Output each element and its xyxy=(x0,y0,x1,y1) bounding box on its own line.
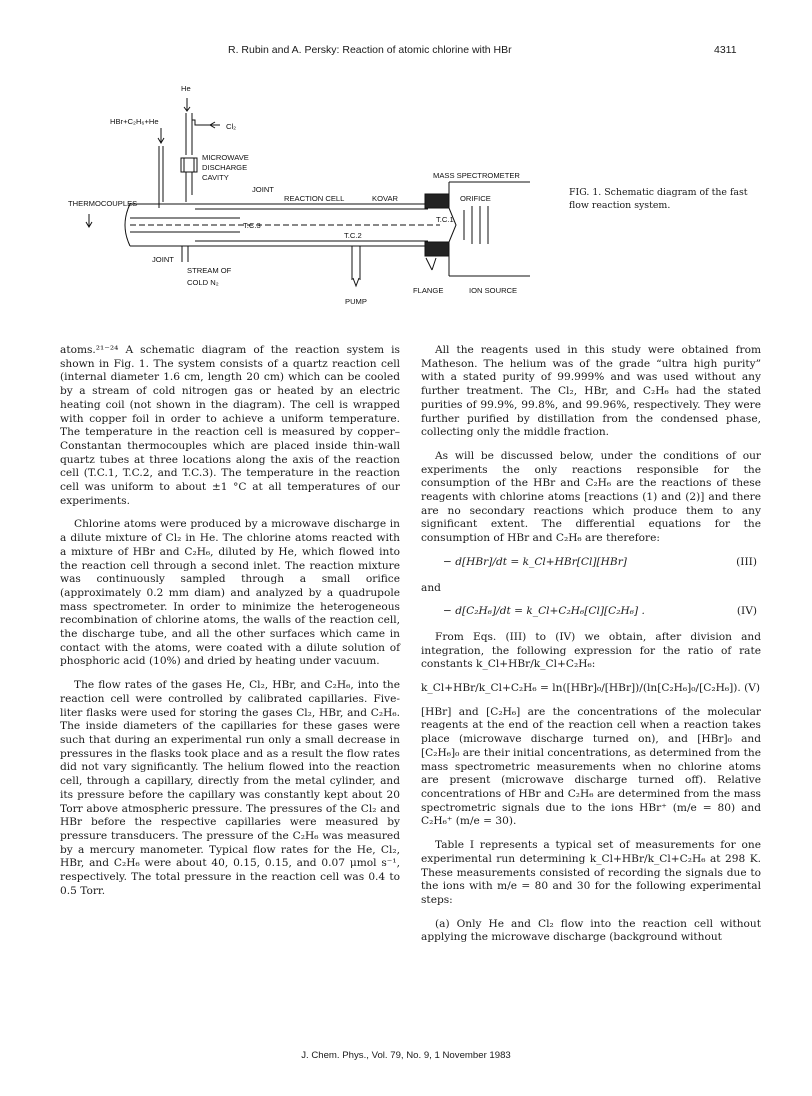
label-microwave-2: DISCHARGE xyxy=(202,163,248,172)
label-ion-source: ION SOURCE xyxy=(469,286,518,295)
pump-line xyxy=(352,246,360,280)
right-column xyxy=(421,344,761,955)
label-tc2: T.C.2 xyxy=(344,231,362,240)
label-tc3: T.C.3 xyxy=(243,221,261,230)
cold-n2-inlet xyxy=(182,246,188,262)
page-number: 4311 xyxy=(714,44,737,56)
paragraph: All the reagents used in this study were obtained from Matheson. The helium was of the grade “ultra high purity” with a stated purity of 99.999% and was used without any further treatment. The Cl₂, HBr, and C₂H₆ had the stated purities of 99.9%, 99.8%, and 99.96%, respectively. They were further purified by distillation from the condensed phase, collecting only the middle fraction. xyxy=(421,344,761,439)
equation-number: (IV) xyxy=(736,605,757,618)
discharge-tube xyxy=(186,113,192,155)
paragraph: Chlorine atoms were produced by a microwave discharge in a dilute mixture of Cl₂ in He. The chlorine atoms reacted with a mixture of HBr and C₂H₆, diluted by He, which flowed into the reaction cell through a second inlet. The reaction mixture was continuously sampled through a small orifice (approximately 0.2 mm diam) and analyzed by a quadrupole mass spectrometer. In order to minimize the heterogeneous recombination of chlorine atoms, the walls of the reaction cell, the discharge tube, and all the other surfaces which came in contact with the atoms, were coated with a dilute solution of phosphoric acid (10%) and dried by heating under vacuum. xyxy=(60,518,400,668)
ion-source-lenses xyxy=(464,206,488,244)
equation-body: − d[C₂H₆]/dt = k_Cl+C₂H₆[Cl][C₂H₆] . xyxy=(443,605,645,618)
equation-v: k_Cl+HBr/k_Cl+C₂H₆ = ln([HBr]₀/[HBr])/(ln[C₂H₆]₀/[C₂H₆]). (V) xyxy=(421,682,760,695)
label-mass-spectrometer: MASS SPECTROMETER xyxy=(433,171,520,180)
orifice-cone xyxy=(449,208,456,242)
equation-number: (III) xyxy=(736,555,757,568)
flange-mark xyxy=(426,258,436,270)
running-title: R. Rubin and A. Persky: Reaction of atomic chlorine with HBr xyxy=(228,44,512,56)
paragraph: and xyxy=(421,581,441,594)
figure-caption: FIG. 1. Schematic diagram of the fast flow reaction system. xyxy=(569,187,748,211)
equation-iv xyxy=(421,605,761,619)
hbr-inlet-tube xyxy=(159,146,163,208)
journal-footer: J. Chem. Phys., Vol. 79, No. 9, 1 November 1983 xyxy=(301,1050,511,1061)
label-reaction-cell: REACTION CELL xyxy=(284,194,345,203)
label-kovar: KOVAR xyxy=(372,194,399,203)
label-he: He xyxy=(181,84,191,93)
equation-iii xyxy=(421,556,761,570)
label-joint-bottom: JOINT xyxy=(152,255,174,264)
label-stream-2: COLD N₂ xyxy=(187,278,219,287)
paragraph: As will be discussed below, under the conditions of our experiments the only reactions responsible for the consumption of the HBr and C₂H₆ are the reactions of these reagents with chlorine atoms [reactions (1) and (2)] and there are no secondary reactions which produce them to any significant extent. The differential equations for the consumption of HBr and C₂H₆ are therefore: xyxy=(421,449,761,545)
running-header xyxy=(0,44,812,60)
reaction-system-diagram xyxy=(60,80,530,312)
paragraph: The flow rates of the gases He, Cl₂, HBr, and C₂H₆, into the reaction cell were controlled by calibrated capillaries. Five-liter flasks were used for storing the gases Cl₂, HBr, and C₂H₆. The inside diameters of the capillaries for these gases were such that during an experimental run only a small decrease in pressures in the flasks took place and as a result the flow rates did not vary significantly. The helium flowed into the reaction cell, through a capillary, directly from the metal cylinder, and its pressure before the capillary was constantly kept about 20 Torr above atmospheric pressure. The pressures of the Cl₂ and HBr before the respective capillaries were measured by pressure transducers. The pressure of the C₂H₆ was measured by a mercury manometer. Typical flow rates for the He, Cl₂, HBr, and C₂H₆ were about 40, 0.15, 0.15, and 0.07 μmol s⁻¹, respectively. The total pressure in the reaction cell was 0.4 to 0.5 Torr. xyxy=(60,679,400,897)
label-microwave-1: MICROWAVE xyxy=(202,153,249,162)
label-joint-top: JOINT xyxy=(252,185,274,194)
cl2-inlet xyxy=(192,120,220,125)
label-thermocouples: THERMOCOUPLES xyxy=(68,199,138,208)
paragraph: (a) Only He and Cl₂ flow into the reaction cell without applying the microwave discharge (background without xyxy=(421,917,761,944)
paragraph: From Eqs. (III) to (IV) we obtain, after division and integration, the following expression for the ratio of rate constants k_Cl+HBr/k_Cl+C₂H₆: xyxy=(421,630,761,671)
label-pump: PUMP xyxy=(345,297,367,306)
left-column xyxy=(60,344,400,908)
label-orifice: ORIFICE xyxy=(460,194,491,203)
label-cl2: Cl₂ xyxy=(226,122,237,131)
microwave-cavity xyxy=(181,158,197,172)
label-hbr-mix: HBr+C₂H₆+He xyxy=(110,117,159,126)
kovar-seal xyxy=(425,194,449,208)
label-flange: FLANGE xyxy=(413,286,444,295)
label-stream-1: STREAM OF xyxy=(187,266,232,275)
paragraph: atoms.²¹⁻²⁴ A schematic diagram of the reaction system is shown in Fig. 1. The system consists of a quartz reaction cell (internal diameter 1.6 cm, length 20 cm) which can be cooled by a stream of cold nitrogen gas or heated by an electric heating coil (not shown in the diagram). The cell is wrapped with copper foil in order to achieve a uniform temperature. The temperature in the reaction cell is measured by copper–Constantan thermocouples which are placed inside thin-wall quartz tubes at three locations along the axis of the reaction cell (T.C.1, T.C.2, and T.C.3). The temperature in the reaction cell was uniform to about ±1 °C at all temperatures of our experiments. xyxy=(60,344,400,507)
equation-body: − d[HBr]/dt = k_Cl+HBr[Cl][HBr] xyxy=(443,555,627,568)
paragraph: [HBr] and [C₂H₆] are the concentrations of the molecular reagents at the end of the reaction cell when a reaction takes place (microwave discharge turned on), and [HBr]₀ and [C₂H₆]₀ are their initial concentrations, as determined from the mass spectrometric measurements when no chlorine atoms are present (microwave discharge turned off). Relative concentrations of HBr and C₂H₆ are determined from the mass spectrometric signals due to the ions HBr⁺ (m/e = 80) and C₂H₆⁺ (m/e = 30). xyxy=(421,705,761,828)
label-tc1: T.C.1 xyxy=(436,215,454,224)
label-microwave-3: CAVITY xyxy=(202,173,229,182)
paragraph: Table I represents a typical set of measurements for one experimental run determining k_Cl+HBr/k_Cl+C₂H₆ at 298 K. These measurements consisted of recording the signals due to the ions with m/e = 80 and 30 for the following experimental steps: xyxy=(421,839,761,906)
